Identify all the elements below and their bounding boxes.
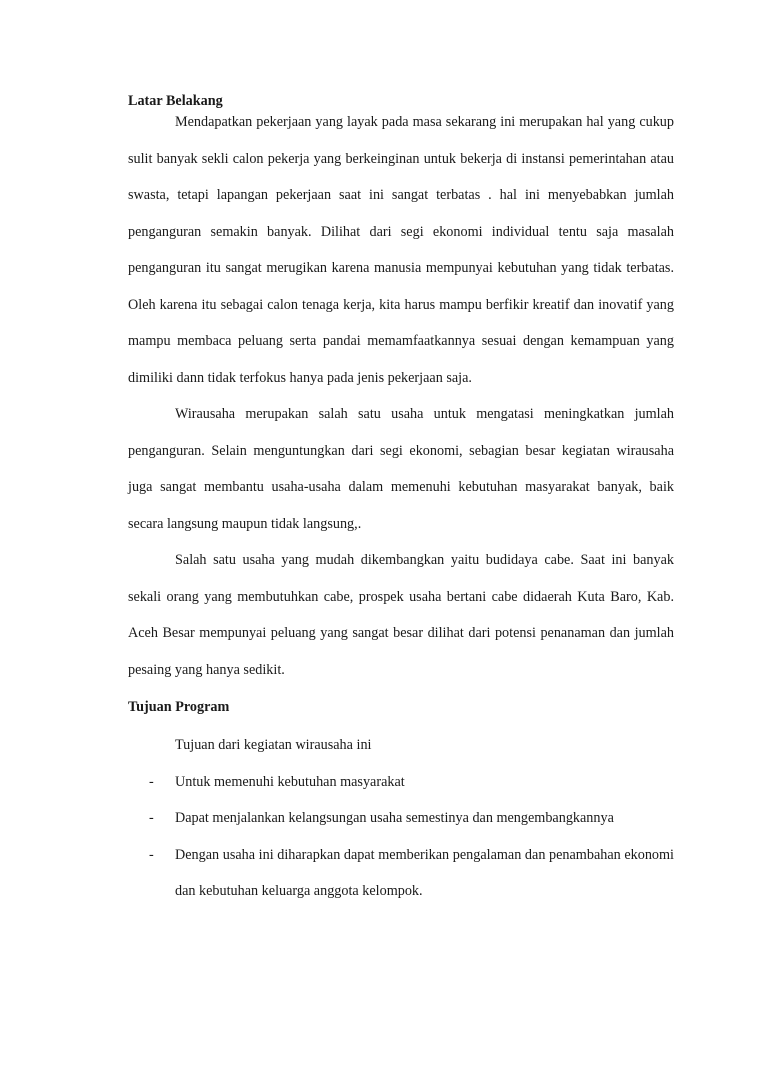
paragraph: Salah satu usaha yang mudah dikembangkan yaitu budidaya cabe. Saat ini banyak sekali orang yang membutuhkan cabe, prospek usaha bertani cabe didaerah Kuta Baro, Kab. Aceh Besar mempunyai peluang yang sangat besar dilihat dari potensi penanaman dan jumlah pesaing yang hanya sedikit.	[128, 552, 674, 678]
list-item-text: Dengan usaha ini diharapkan dapat memberikan pengalaman dan penambahan ekonomi dan kebutuhan keluarga anggota kelompok.	[175, 846, 674, 899]
dash-bullet: -	[149, 810, 154, 826]
paragraph: Mendapatkan pekerjaan yang layak pada masa sekarang ini merupakan hal yang cukup sulit banyak sekli calon pekerja yang berkeinginan untuk bekerja di instansi pemerintahan atau swasta, tetapi lapangan pekerjaan saat ini sangat terbatas . hal ini menyebabkan jumlah penganguran semakin banyak. Dilihat dari segi ekonomi individual tentu saja masalah penganguran itu sangat merugikan karena manusia mempunyai kebutuhan yang tidak terbatas. Oleh karena itu sebagai calon tenaga kerja, kita harus mampu berfikir kreatif dan inovatif yang mampu membaca peluang serta pandai memamfaatkannya sesuai dengan kemampuan yang dimiliki dann tidak terfokus hanya pada jenis pekerjaan saja.	[128, 114, 674, 386]
tujuan-list	[128, 764, 674, 910]
dash-bullet: -	[149, 773, 154, 790]
document-page	[128, 90, 674, 910]
list-item	[128, 764, 674, 801]
paragraph: Wirausaha merupakan salah satu usaha untuk mengatasi meningkatkan jumlah penganguran. Selain menguntungkan dari segi ekonomi, sebagian besar kegiatan wirausaha juga sangat membantu usaha-usaha dalam memenuhi kebutuhan masyarakat banyak, baik secara langsung maupun tidak langsung,.	[128, 406, 674, 532]
tujuan-intro: Tujuan dari kegiatan wirausaha ini	[175, 737, 372, 753]
list-item-text: Dapat menjalankan kelangsungan usaha semestinya dan mengembangkannya	[175, 810, 614, 826]
list-item	[128, 837, 674, 910]
list-item	[128, 800, 674, 837]
list-item-text: Untuk memenuhi kebutuhan masyarakat	[175, 773, 405, 790]
section-heading-tujuan-program: Tujuan Program	[128, 699, 230, 715]
dash-bullet: -	[149, 846, 154, 863]
section-heading-latar-belakang: Latar Belakang	[128, 93, 223, 109]
